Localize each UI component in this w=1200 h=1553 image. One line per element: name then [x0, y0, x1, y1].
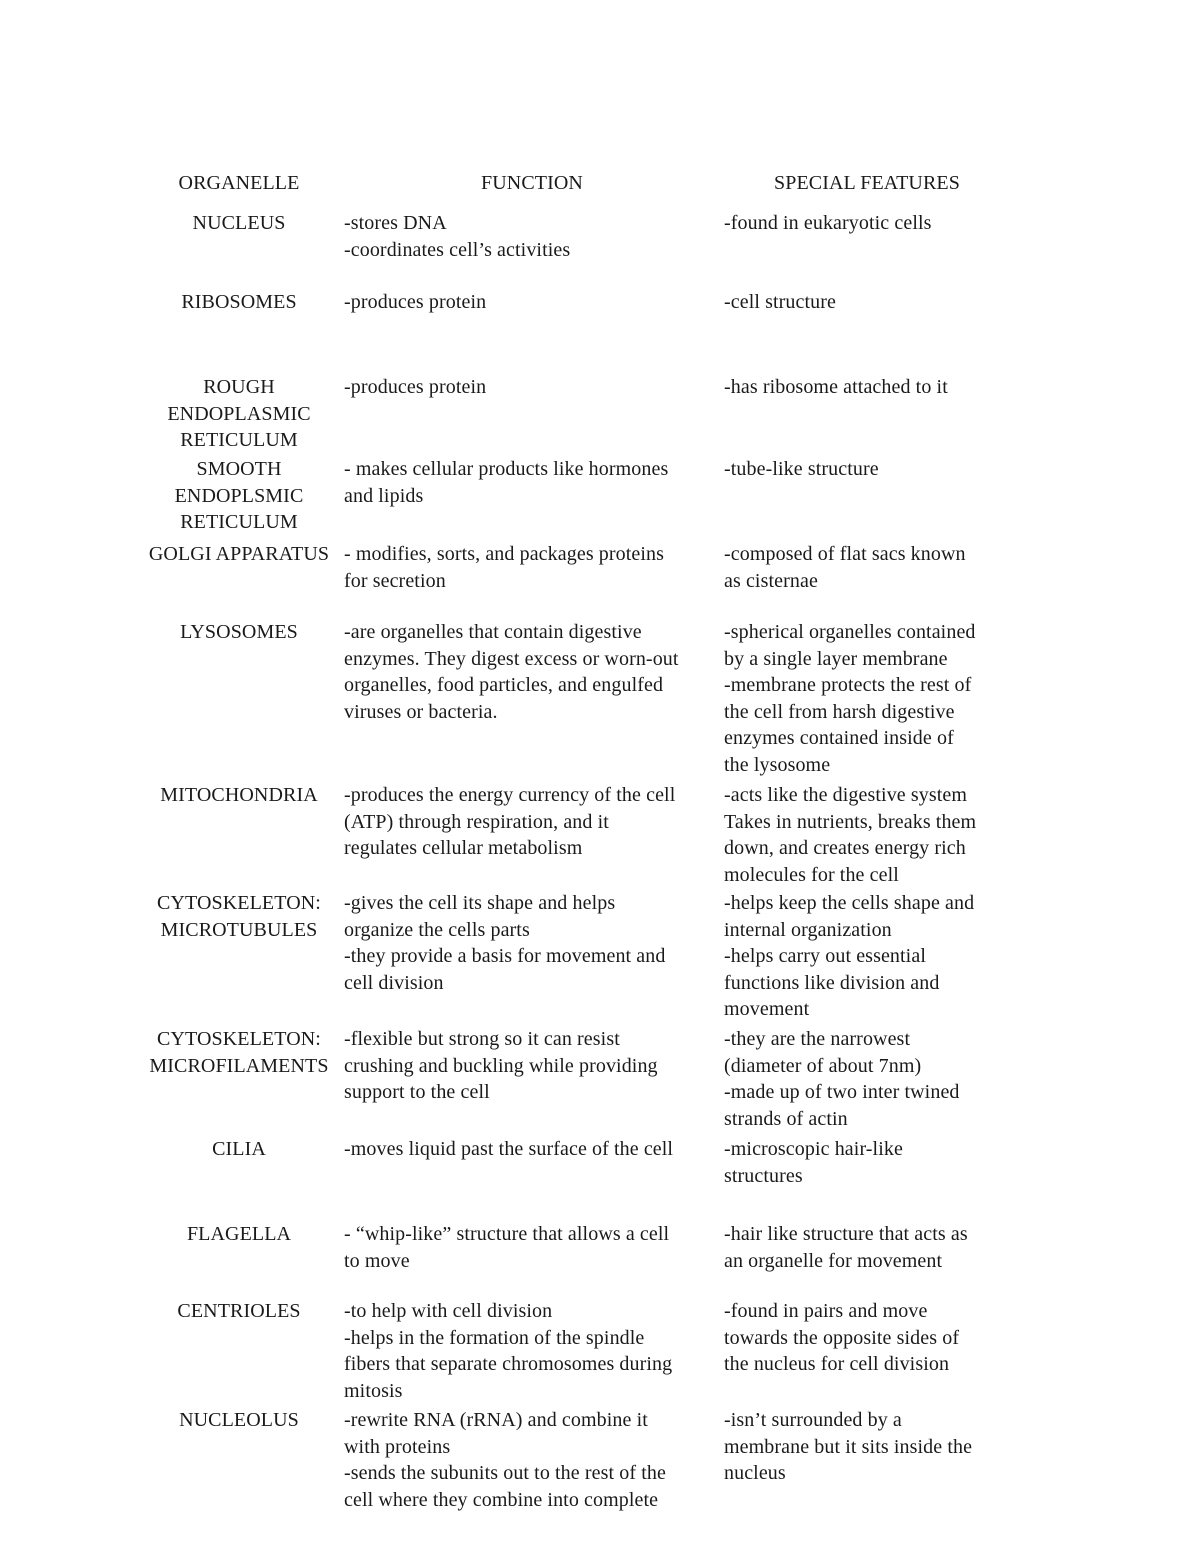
organelle-function: - makes cellular products like hormones and lipids [344, 458, 669, 507]
table-row-cilia [136, 1136, 1016, 1221]
organelle-features: -isn’t surrounded by a membrane but it sits inside the nucleus [724, 1409, 973, 1484]
table-row-rough-er [136, 374, 1016, 456]
organelle-name: LYSOSOMES [180, 621, 298, 643]
header-function: FUNCTION [481, 172, 583, 194]
organelle-features: -they are the narrowest (diameter of about 7nm) -made up of two inter twined strands of actin [724, 1028, 960, 1130]
organelle-features: -spherical organelles contained by a single layer membrane -membrane protects the rest of the cell from harsh digestive enzymes contained inside of the lysosome [724, 621, 976, 776]
organelle-name: FLAGELLA [186, 1223, 292, 1245]
organelle-function: -produces protein [344, 291, 487, 313]
organelle-function: -rewrite RNA (rRNA) and combine it with proteins -sends the subunits out to the rest of the cell where they combine into complete [344, 1409, 666, 1511]
organelle-features: -found in eukaryotic cells [724, 212, 932, 234]
organelle-name: NUCLEOLUS [179, 1409, 299, 1431]
organelle-features: -found in pairs and move towards the opposite sides of the nucleus for cell division [724, 1300, 960, 1375]
organelle-name: CILIA [212, 1138, 266, 1160]
organelle-function: -moves liquid past the surface of the cell [344, 1138, 674, 1160]
table-row-nucleus [136, 210, 1016, 289]
organelle-function: -to help with cell division -helps in the formation of the spindle fibers that separate chromosomes during mitosis [344, 1300, 673, 1402]
organelle-features: -acts like the digestive system Takes in nutrients, breaks them down, and creates energy rich molecules for the cell [724, 784, 977, 886]
organelle-function: -produces the energy currency of the cell (ATP) through respiration, and it regulates cellular metabolism [344, 784, 676, 859]
organelle-name: GOLGI APPARATUS [148, 543, 330, 565]
organelle-function: - “whip-like” structure that allows a cell to move [344, 1223, 670, 1272]
organelle-table [136, 170, 1016, 1547]
table-row-microfilaments [136, 1026, 1016, 1136]
organelle-features: -microscopic hair-like structures [724, 1138, 903, 1187]
page-bottom-margin [0, 1517, 1200, 1553]
organelle-features: -hair like structure that acts as an organelle for movement [724, 1223, 968, 1272]
organelle-features: -cell structure [724, 291, 836, 313]
organelle-function: -flexible but strong so it can resist crushing and buckling while providing support to the cell [344, 1028, 658, 1103]
header-special-features: SPECIAL FEATURES [774, 172, 960, 194]
table-row-ribosomes [136, 289, 1016, 374]
organelle-name: ROUGH ENDOPLASMIC RETICULUM [167, 376, 311, 451]
organelle-features: -composed of flat sacs known as cisternae [724, 543, 966, 592]
organelle-features: -tube-like structure [724, 458, 879, 480]
organelle-features: -has ribosome attached to it [724, 376, 948, 398]
organelle-name: NUCLEUS [192, 212, 286, 234]
organelle-function: - modifies, sorts, and packages proteins for secretion [344, 543, 665, 592]
organelle-name: RIBOSOMES [181, 291, 297, 313]
table-row-mitochondria [136, 782, 1016, 890]
organelle-function: -produces protein [344, 376, 487, 398]
organelle-name: SMOOTH ENDOPLSMIC RETICULUM [174, 458, 304, 533]
organelle-name: MITOCHONDRIA [160, 784, 318, 806]
table-row-centrioles [136, 1298, 1016, 1407]
table-row-golgi-apparatus [136, 541, 1016, 619]
table-row-lysosomes [136, 619, 1016, 782]
organelle-name: CYTOSKELETON: MICROFILAMENTS [149, 1028, 329, 1077]
table-row-flagella [136, 1221, 1016, 1298]
table-header-row [136, 170, 1016, 210]
table-row-microtubules [136, 890, 1016, 1026]
organelle-function: -are organelles that contain digestive enzymes. They digest excess or worn-out organelles, food particles, and engulfed viruses or bacteria. [344, 621, 679, 723]
organelle-name: CENTRIOLES [177, 1300, 301, 1322]
organelle-features: -helps keep the cells shape and internal organization -helps carry out essential functions like division and movement [724, 892, 975, 1020]
organelle-function: -gives the cell its shape and helps organize the cells parts -they provide a basis for movement and cell division [344, 892, 666, 994]
header-organelle: ORGANELLE [178, 172, 300, 194]
table-row-smooth-er [136, 456, 1016, 541]
organelle-name: CYTOSKELETON: MICROTUBULES [157, 892, 321, 941]
organelle-function: -stores DNA -coordinates cell’s activities [344, 212, 571, 261]
